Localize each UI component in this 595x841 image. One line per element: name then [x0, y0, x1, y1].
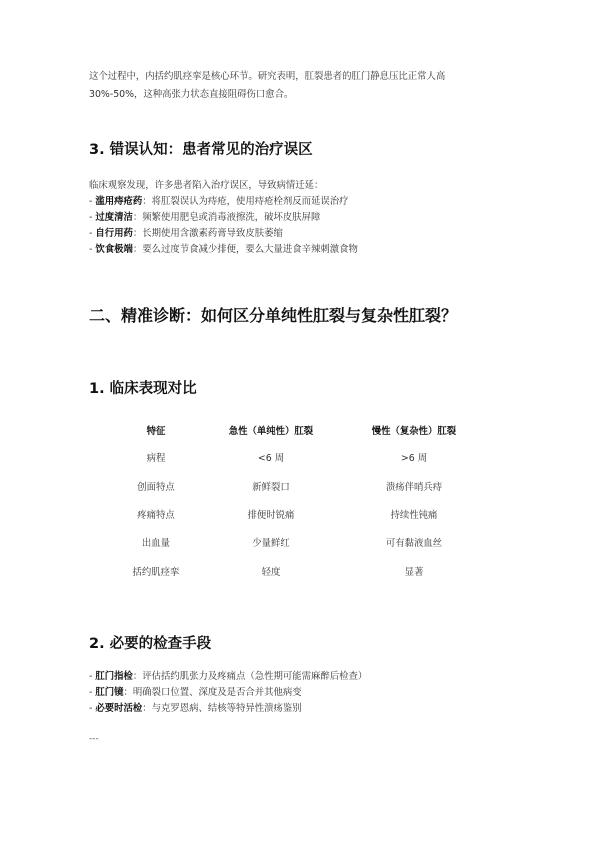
- table-cell: 括约肌痉挛: [132, 566, 180, 578]
- table-row: [100, 500, 498, 528]
- section-3-heading: 3. 错误认知：患者常见的治疗误区: [89, 142, 313, 158]
- section-2-heading: 2. 必要的检查手段: [89, 636, 212, 652]
- intro-line-2: 30%-50%，这种高张力状态直接阻碍伤口愈合。: [89, 88, 294, 100]
- table-cell: 病程: [146, 453, 166, 465]
- list-item: - 滥用痔疮药：将肛裂误认为痔疮，使用痔疮栓剂反而延误治疗: [89, 196, 349, 207]
- table-cell: <6 周: [257, 453, 285, 465]
- clinical-comparison-table: [100, 417, 498, 585]
- intro-paragraph: [89, 68, 445, 103]
- table-cell: 疼痛特点: [137, 509, 175, 521]
- table-row: [100, 471, 498, 499]
- table-cell: 显著: [404, 566, 424, 578]
- table-cell: 新鲜裂口: [252, 481, 290, 493]
- list-item: - 必要时活检：与克罗恩病、结核等特异性溃疡鉴别: [89, 703, 302, 714]
- section-3-body: [89, 178, 358, 258]
- section-divider: ---: [89, 734, 99, 744]
- table-header-row: [100, 417, 498, 443]
- table-cell: 可有黏液血丝: [385, 538, 443, 550]
- list-item: - 饮食极端：要么过度节食减少排便，要么大量进食辛辣刺激食物: [89, 244, 358, 255]
- table-row: [100, 528, 498, 556]
- intro-line-1: 这个过程中，内括约肌痉挛是核心环节。研究表明，肛裂患者的肛门静息压比正常人高: [89, 71, 446, 82]
- section-2-body: [89, 669, 367, 717]
- table-cell: 持续性钝痛: [390, 509, 438, 521]
- list-item: - 肛门指检：评估括约肌张力及疼痛点（急性期可能需麻醉后检查）: [89, 671, 368, 682]
- table-header-cell: 急性（单纯性）肛裂: [228, 426, 314, 437]
- table-cell: 溃疡伴哨兵痔: [385, 481, 443, 493]
- table-cell: 创面特点: [137, 481, 175, 493]
- table-row: [100, 557, 498, 585]
- list-item: - 自行用药：长期使用含激素药膏导致皮肤萎缩: [89, 228, 283, 239]
- table-row: [100, 443, 498, 471]
- table-cell: 少量鲜红: [252, 538, 290, 550]
- chapter-heading: 二、精准诊断：如何区分单纯性肛裂与复杂性肛裂？: [89, 306, 458, 325]
- table-cell: 轻度: [261, 566, 281, 578]
- table-header-cell: 慢性（复杂性）肛裂: [371, 426, 457, 437]
- section-3-lead: 临床观察发现，许多患者陷入治疗误区，导致病情迁延：: [89, 180, 324, 191]
- table-cell: 排便时锐痛: [247, 509, 295, 521]
- table-header-cell: 特征: [146, 426, 166, 437]
- table-cell: 出血量: [141, 538, 171, 550]
- table-cell: >6 周: [400, 453, 428, 465]
- section-1-heading: 1. 临床表现对比: [89, 381, 197, 397]
- list-item: - 过度清洁：频繁使用肥皂或消毒液擦洗，破坏皮肤屏障: [89, 212, 321, 223]
- list-item: - 肛门镜：明确裂口位置、深度及是否合并其他病变: [89, 687, 302, 698]
